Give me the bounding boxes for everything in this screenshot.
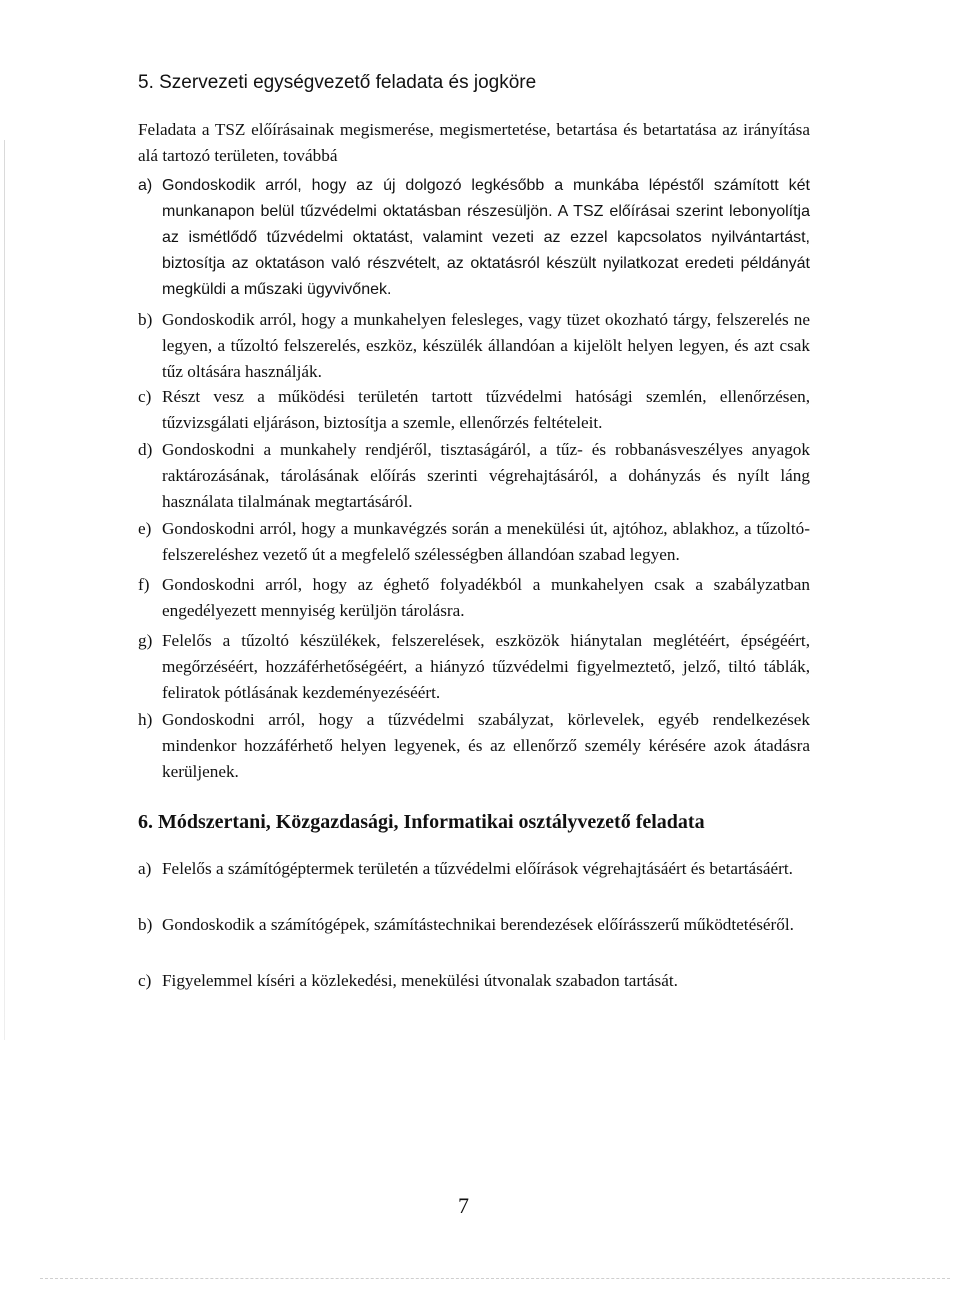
item-marker: f)	[138, 575, 150, 594]
section-5-item-d	[138, 437, 810, 515]
section-6-heading: 6. Módszertani, Közgazdasági, Informatikai osztályvezető feladata	[138, 811, 705, 833]
item-marker: a)	[138, 859, 152, 878]
section-6-item-a	[138, 856, 810, 882]
item-text: Gondoskodik arról, hogy az új dolgozó legkésőbb a munkába lépéstől számított két munkanapon belül tűzvédelmi oktatásban részesüljön. A TSZ előírásai szerint lebonyolítja az ismétlődő tűzvédelmi oktatást, valamint vezeti az ezzel kapcsolatos nyilvántartást, biztosítja az oktatáson való részvételt, az oktatásról készült nyilatkozat eredeti példányát megküldi a műszaki ügyvivőnek.	[162, 177, 810, 298]
item-marker: a)	[138, 177, 153, 194]
section-5-item-f	[138, 572, 810, 624]
section-6-item-c	[138, 968, 810, 994]
item-marker: d)	[138, 440, 153, 459]
item-text: Gondoskodik a számítógépek, számítástechnikai berendezések előírásszerű működtetéséről.	[162, 915, 794, 934]
page-number: 7	[458, 1193, 469, 1218]
section-5-item-h	[138, 707, 810, 785]
section-5-item-c	[138, 384, 810, 436]
section-5-item-e	[138, 516, 810, 568]
section-6-item-b	[138, 912, 810, 938]
item-marker: c)	[138, 387, 152, 406]
scan-margin-line	[4, 140, 5, 1040]
item-text: Gondoskodni arról, hogy az éghető folyadékból a munkahelyen csak a szabályzatban engedélyezett mennyiség kerüljön tárolásra.	[162, 575, 810, 620]
item-text: Részt vesz a működési területén tartott tűzvédelmi hatósági szemlén, ellenőrzésen, tűzvizsgálati eljáráson, biztosítja a szemle, ellenőrzés feltételeit.	[162, 387, 810, 432]
item-text: Gondoskodni arról, hogy a tűzvédelmi szabályzat, körlevelek, egyéb rendelkezések mindenkor hozzáférhető helyen legyenek, és az ellenőrző személy kérésére azok átadásra kerüljenek.	[162, 710, 810, 781]
item-marker: c)	[138, 971, 152, 990]
item-text: Gondoskodni a munkahely rendjéről, tisztaságáról, a tűz- és robbanásveszélyes anyagok raktározásának, tárolásának előírás szerinti végrehajtásáról, a dohányzás és nyílt láng használata tilalmának megtartásáról.	[162, 440, 810, 511]
section-5-item-b	[138, 307, 810, 385]
section-5-item-g	[138, 628, 810, 706]
item-text: Gondoskodni arról, hogy a munkavégzés során a menekülési út, ajtóhoz, ablakhoz, a tűzoltó-felszereléshez vezető út a megfelelő szélességben állandóan szabad legyen.	[162, 519, 810, 564]
item-marker: b)	[138, 310, 153, 329]
section-5-heading: 5. Szervezeti egységvezető feladata és jogköre	[138, 72, 537, 93]
item-marker: h)	[138, 710, 153, 729]
item-text: Felelős a tűzoltó készülékek, felszerelések, eszközök hiánytalan meglétéért, épségéért, megőrzéséért, hozzáférhetőségéért, a hiányzó tűzvédelmi figyelmeztető, jelző, tiltó táblák, feliratok pótlásának kezdeményezéséért.	[162, 631, 810, 702]
scan-bottom-edge	[40, 1278, 950, 1280]
section-5-intro: Feladata a TSZ előírásainak megismerése, megismertetése, betartása és betartatása az irányítása alá tartozó területen, továbbá	[138, 120, 810, 165]
item-text: Felelős a számítógéptermek területén a tűzvédelmi előírások végrehajtásáért és betartásáért.	[162, 859, 793, 878]
item-marker: g)	[138, 631, 153, 650]
section-5-item-a	[138, 173, 810, 303]
item-marker: e)	[138, 519, 152, 538]
item-text: Figyelemmel kíséri a közlekedési, menekülési útvonalak szabadon tartását.	[162, 971, 678, 990]
item-marker: b)	[138, 915, 153, 934]
item-text: Gondoskodik arról, hogy a munkahelyen felesleges, vagy tüzet okozható tárgy, felszerelés ne legyen, a tűzoltó felszerelés, eszköz, készülék állandóan a kijelölt helyen legyen, és azt csak tűz oltására használják.	[162, 310, 810, 381]
